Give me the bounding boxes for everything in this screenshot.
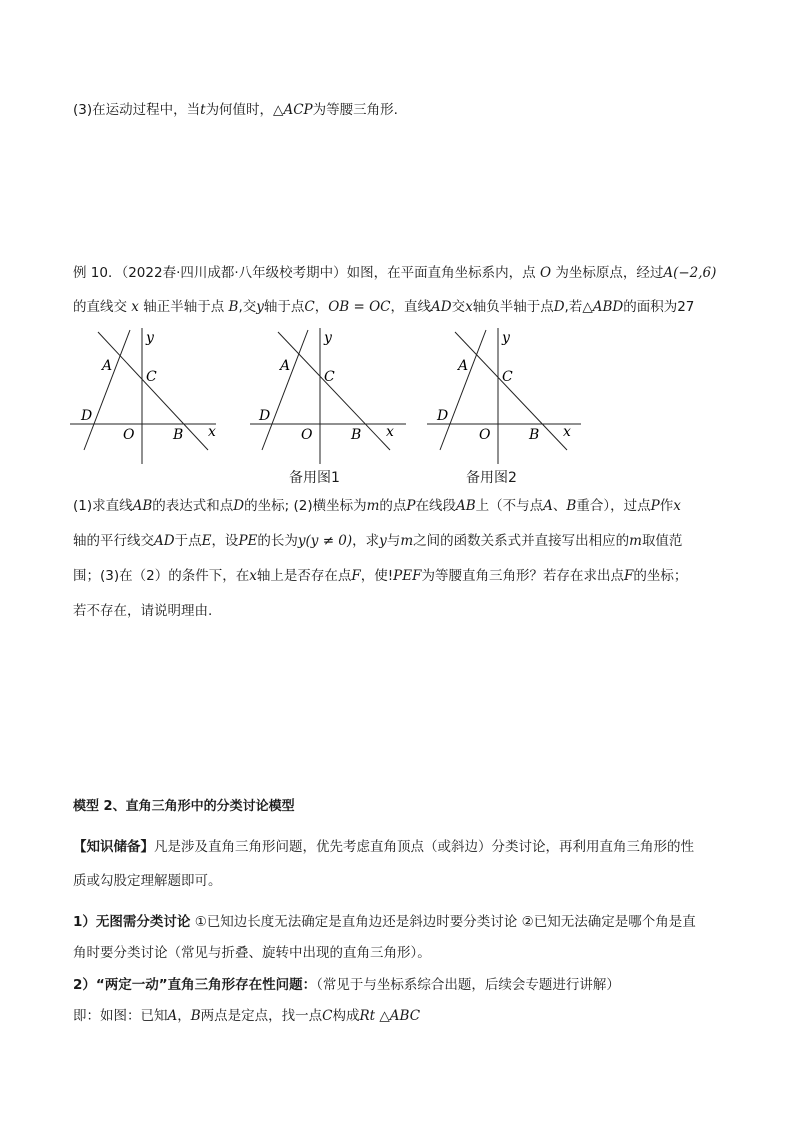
label-y: y [324, 330, 332, 346]
label-D: D [259, 408, 271, 424]
label-C: C [146, 369, 157, 385]
figure-backup-2-svg [427, 326, 587, 466]
label-C: C [502, 369, 513, 385]
label-D: D [81, 408, 93, 424]
label-O: O [301, 427, 313, 443]
question-line3: 围；(3)在（2）的条件下，在x轴上是否存在点F，使!PEF为等腰直角三角形？若存在求出点F的坐标； [73, 568, 688, 584]
label-C: C [324, 369, 335, 385]
caption-backup-1: 备用图1 [289, 470, 340, 486]
label-B: B [529, 427, 540, 443]
label-y: y [146, 330, 154, 346]
label-O: O [123, 427, 135, 443]
example10-line1: 例 10．（2022春·四川成都·八年级校考期中）如图，在平面直角坐标系内，点 O 为坐标原点，经过A(−2,6) [73, 265, 717, 281]
point1-line1: 1）无图需分类讨论 ①已知边长度无法确定是直角边还是斜边时要分类讨论 ②已知无法确定是哪个角是直 [73, 914, 696, 930]
caption-backup-2: 备用图2 [466, 470, 517, 486]
figure-main [70, 326, 220, 466]
label-A: A [458, 358, 469, 374]
label-x: x [563, 424, 571, 440]
label-B: B [173, 427, 184, 443]
part3-question: (3)在运动过程中，当t为何值时，△ACP为等腰三角形. [73, 102, 398, 118]
figure-backup-1-svg [250, 326, 410, 466]
label-D: D [437, 408, 449, 424]
example10-line2: 的直线交 x 轴正半轴于点 B,交y轴于点C，OB = OC，直线AD交x轴负半轴于点D,若△ABD的面积为27 [73, 299, 695, 315]
point1-line2: 角时要分类讨论（常见与折叠、旋转中出现的直角三角形）。 [73, 945, 431, 961]
question-line1: (1)求直线AB的表达式和点D的坐标; (2)横坐标为m的点P在线段AB上（不与点A、B重合），过点P作x [73, 498, 681, 514]
question-line2: 轴的平行线交AD于点E，设PE的长为y(y ≠ 0)，求y与m之间的函数关系式并直接写出相应的m取值范 [73, 533, 683, 549]
model2-title: 模型 2、直角三角形中的分类讨论模型 [73, 799, 295, 814]
label-B: B [351, 427, 362, 443]
point2-line: 2）“两定一动”直角三角形存在性问题：（常见于与坐标系综合出题，后续会专题进行讲解） [73, 977, 620, 993]
label-O: O [479, 427, 491, 443]
figure-backup-2 [427, 326, 587, 466]
label-x: x [386, 424, 394, 440]
label-y: y [502, 330, 510, 346]
question-line4: 若不存在，请说明理由. [73, 603, 213, 619]
knowledge-line1: 【知识储备】凡是涉及直角三角形问题，优先考虑直角顶点（或斜边）分类讨论，再利用直角三角形的性 [73, 839, 694, 855]
point3-line: 即：如图：已知A，B两点是定点，找一点C构成Rt △ABC [73, 1008, 421, 1024]
figure-backup-1 [250, 326, 410, 466]
label-A: A [102, 358, 113, 374]
figure-main-svg [70, 326, 220, 466]
knowledge-line2: 质或勾股定理解题即可。 [73, 873, 222, 889]
label-x: x [208, 424, 216, 440]
label-A: A [280, 358, 291, 374]
